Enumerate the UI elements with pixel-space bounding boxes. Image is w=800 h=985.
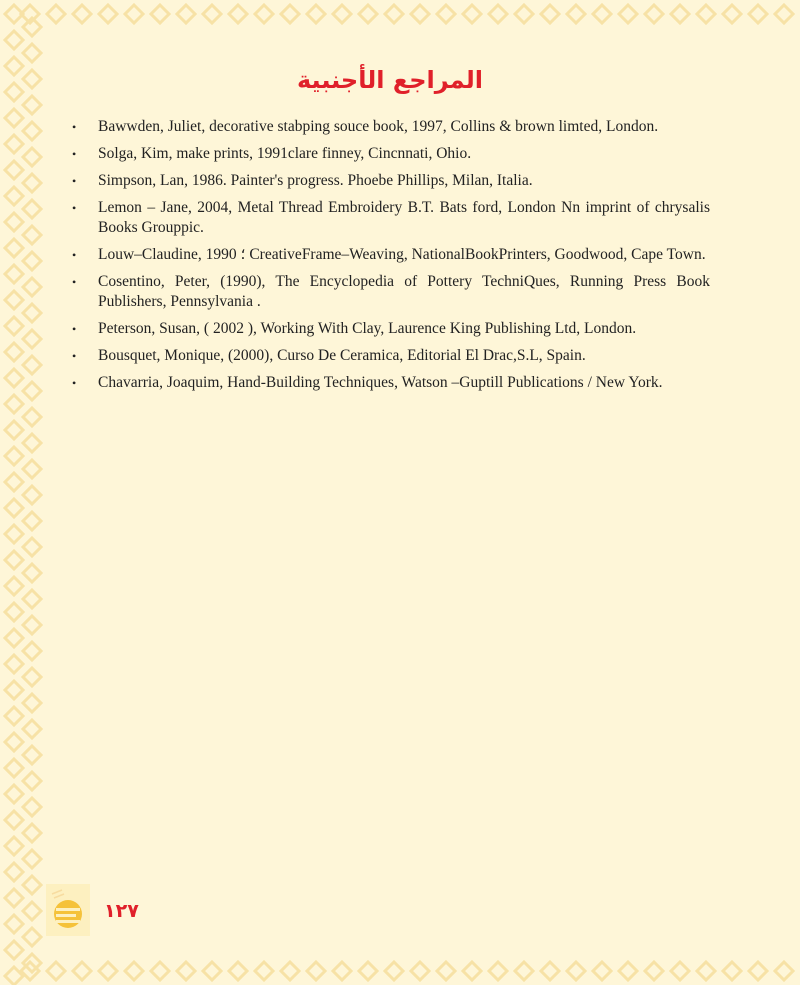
border-diamond	[697, 962, 715, 980]
border-diamond	[723, 962, 741, 980]
border-diamond	[23, 902, 41, 920]
border-diamond	[567, 962, 585, 980]
bullet-dot-icon: •	[72, 174, 77, 188]
border-diamond	[5, 577, 23, 595]
border-diamond	[411, 962, 429, 980]
border-diamond	[645, 962, 663, 980]
border-diamond	[23, 408, 41, 426]
border-diamond	[5, 395, 23, 413]
border-diamond	[5, 551, 23, 569]
border-diamond	[5, 681, 23, 699]
border-diamond	[749, 5, 767, 23]
bullet-dot-icon: •	[72, 275, 77, 289]
border-diamond	[23, 200, 41, 218]
page-title: المراجع الأجنبية	[296, 66, 484, 94]
reference-text: Bawwden, Juliet, decorative stabping souce book, 1997, Collins & brown limted, London.	[98, 118, 659, 135]
border-diamond	[23, 460, 41, 478]
border-diamond	[23, 96, 41, 114]
border-diamond	[99, 5, 117, 23]
border-diamond	[23, 356, 41, 374]
publisher-logo-icon	[46, 884, 90, 936]
border-diamond	[593, 962, 611, 980]
border-diamond	[255, 962, 273, 980]
border-diamond	[489, 5, 507, 23]
border-diamond	[307, 5, 325, 23]
border-diamond	[5, 863, 23, 881]
border-diamond	[411, 5, 429, 23]
border-diamond	[151, 962, 169, 980]
bullet-dot-icon: •	[72, 322, 77, 336]
border-diamond	[593, 5, 611, 23]
reference-text: Lemon – Jane, 2004, Metal Thread Embroidery B.T. Bats ford, London Nn imprint of chrysalis Books Grouppic.	[98, 199, 710, 236]
border-diamond	[5, 889, 23, 907]
border-diamond	[177, 962, 195, 980]
border-diamond	[5, 733, 23, 751]
bullet-dot-icon: •	[72, 248, 77, 262]
border-diamond	[541, 5, 559, 23]
border-diamond	[359, 5, 377, 23]
border-diamond	[5, 161, 23, 179]
border-diamond	[177, 5, 195, 23]
border-diamond	[23, 772, 41, 790]
border-diamond	[5, 369, 23, 387]
border-diamond	[23, 564, 41, 582]
border-diamond	[47, 5, 65, 23]
border-diamond	[463, 962, 481, 980]
border-diamond	[5, 213, 23, 231]
border-diamond	[23, 486, 41, 504]
bullet-dot-icon: •	[72, 349, 77, 363]
reference-item	[68, 272, 710, 312]
border-diamond	[5, 837, 23, 855]
border-diamond	[203, 5, 221, 23]
border-diamond	[5, 941, 23, 959]
border-diamond	[5, 317, 23, 335]
border-diamond	[437, 5, 455, 23]
border-diamond	[749, 962, 767, 980]
border-diamond	[671, 962, 689, 980]
border-diamond	[23, 616, 41, 634]
border-diamond	[47, 962, 65, 980]
border-diamond	[385, 962, 403, 980]
border-diamond	[23, 694, 41, 712]
border-diamond	[23, 304, 41, 322]
border-diamond	[281, 5, 299, 23]
border-diamond	[515, 5, 533, 23]
border-diamond	[23, 746, 41, 764]
border-diamond	[23, 330, 41, 348]
border-diamond	[23, 928, 41, 946]
border-diamond	[5, 473, 23, 491]
reference-text: Solga, Kim, make prints, 1991clare finney, Cincnnati, Ohio.	[98, 145, 472, 162]
reference-list	[68, 117, 710, 400]
reference-text: Chavarria, Joaquim, Hand-Building Techniques, Watson –Guptill Publications / New York.	[98, 374, 663, 391]
border-diamond	[723, 5, 741, 23]
border-diamond	[23, 226, 41, 244]
border-diamond	[23, 538, 41, 556]
border-diamond	[5, 759, 23, 777]
border-diamond	[23, 798, 41, 816]
page-number: ١٢٧	[104, 900, 139, 922]
border-diamond	[333, 962, 351, 980]
border-diamond	[437, 962, 455, 980]
border-diamond	[5, 499, 23, 517]
border-diamond	[5, 629, 23, 647]
reference-text: Peterson, Susan, ( 2002 ), Working With Clay, Laurence King Publishing Ltd, London.	[98, 320, 637, 337]
border-diamond	[5, 603, 23, 621]
bullet-dot-icon: •	[72, 376, 77, 390]
reference-text: Louw–Claudine, 1990 ؛ CreativeFrame–Weaving, NationalBookPrinters, Goodwood, Cape Town.	[98, 246, 706, 263]
border-diamond	[671, 5, 689, 23]
border-diamond	[229, 5, 247, 23]
reference-item	[68, 117, 710, 137]
border-diamond	[5, 109, 23, 127]
border-diamond	[5, 239, 23, 257]
border-diamond	[645, 5, 663, 23]
border-diamond	[23, 590, 41, 608]
border-diamond	[23, 434, 41, 452]
border-diamond	[23, 512, 41, 530]
border-diamond	[333, 5, 351, 23]
reference-text: Cosentino, Peter, (1990), The Encyclopedia of Pottery TechniQues, Running Press Book Publishers, Pennsylvania .	[98, 273, 710, 310]
border-diamond	[125, 5, 143, 23]
border-diamond	[23, 824, 41, 842]
border-diamond	[5, 265, 23, 283]
border-diamond	[359, 962, 377, 980]
border-diamond	[775, 962, 793, 980]
border-diamond	[203, 962, 221, 980]
border-diamond	[5, 187, 23, 205]
border-diamond	[5, 655, 23, 673]
reference-item	[68, 373, 710, 393]
border-diamond	[23, 122, 41, 140]
border-diamond	[619, 962, 637, 980]
reference-text: Bousquet, Monique, (2000), Curso De Ceramica, Editorial El Drac,S.L, Spain.	[98, 347, 586, 364]
border-diamond	[23, 252, 41, 270]
border-diamond	[5, 291, 23, 309]
border-diamond	[619, 5, 637, 23]
border-diamond	[23, 148, 41, 166]
border-diamond	[5, 343, 23, 361]
border-diamond	[125, 962, 143, 980]
border-diamond	[5, 785, 23, 803]
border-diamond	[5, 525, 23, 543]
border-diamond	[5, 421, 23, 439]
border-diamond	[567, 5, 585, 23]
border-diamond	[5, 447, 23, 465]
border-diamond	[5, 811, 23, 829]
border-diamond	[23, 174, 41, 192]
bullet-dot-icon: •	[72, 201, 77, 215]
border-diamond	[463, 5, 481, 23]
border-diamond	[5, 135, 23, 153]
border-diamond	[229, 962, 247, 980]
border-diamond	[23, 278, 41, 296]
border-diamond	[23, 642, 41, 660]
bullet-dot-icon: •	[72, 147, 77, 161]
border-diamond	[73, 962, 91, 980]
border-diamond	[73, 5, 91, 23]
border-diamond	[697, 5, 715, 23]
border-diamond	[151, 5, 169, 23]
border-diamond	[541, 962, 559, 980]
border-diamond	[255, 5, 273, 23]
border-diamond	[23, 850, 41, 868]
border-diamond	[775, 5, 793, 23]
reference-text: Simpson, Lan, 1986. Painter's progress. Phoebe Phillips, Milan, Italia.	[98, 172, 533, 189]
reference-item	[68, 171, 710, 191]
border-diamond	[489, 962, 507, 980]
border-diamond	[5, 915, 23, 933]
reference-item	[68, 245, 710, 265]
border-diamond	[23, 720, 41, 738]
border-diamond	[281, 962, 299, 980]
border-diamond	[23, 44, 41, 62]
border-diamond	[99, 962, 117, 980]
bullet-dot-icon: •	[72, 120, 77, 134]
border-diamond	[385, 5, 403, 23]
border-diamond	[23, 668, 41, 686]
border-diamond	[5, 707, 23, 725]
reference-item	[68, 144, 710, 164]
border-diamond	[23, 876, 41, 894]
reference-item	[68, 319, 710, 339]
reference-item	[68, 346, 710, 366]
border-diamond	[23, 382, 41, 400]
border-diamond	[5, 31, 23, 49]
reference-item	[68, 198, 710, 238]
border-diamond	[515, 962, 533, 980]
border-diamond	[307, 962, 325, 980]
